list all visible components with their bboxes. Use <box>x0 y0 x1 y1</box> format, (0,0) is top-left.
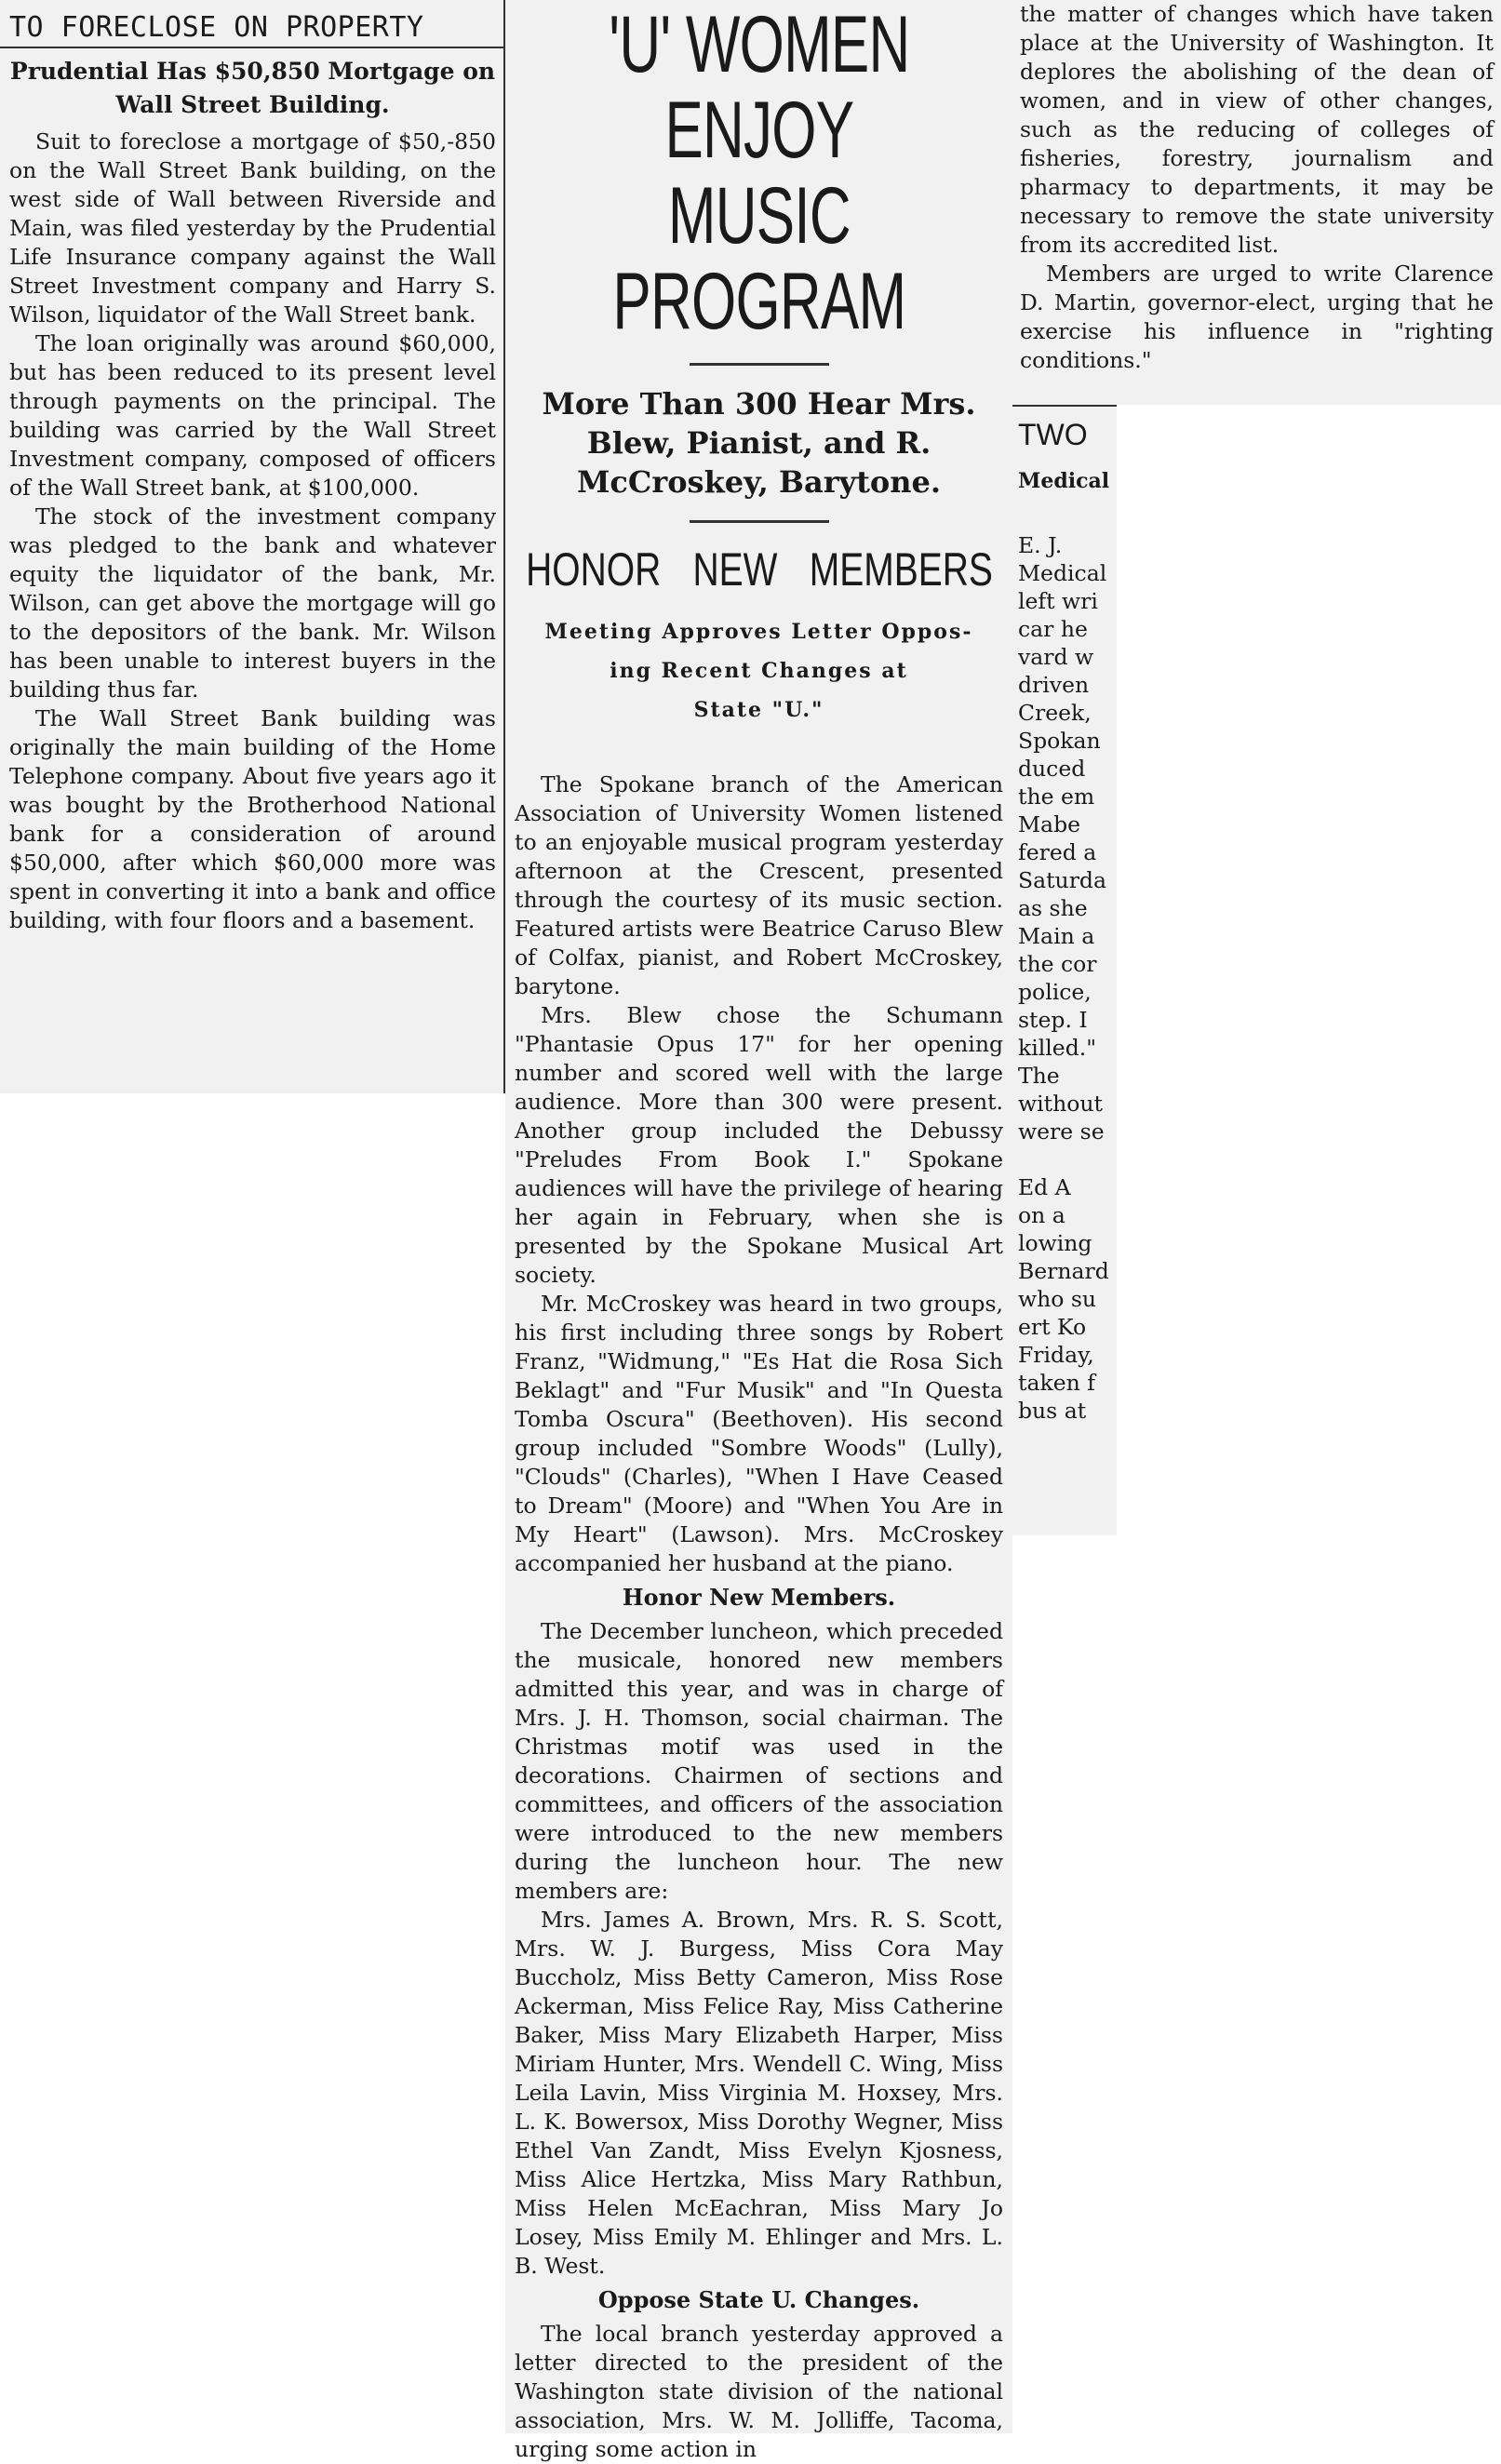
paragraph: The stock of the investment company was pledged to the bank and whatever equity the liquidator of the bank, Mr. Wilson, can get above the mortgage will go to the depositors of the bank. Mr. Wilson has been unable to interest buyers in the building thus far. <box>9 503 496 703</box>
fragment-line: who su <box>1018 1286 1097 1312</box>
fragment-headline: TWO <box>1018 418 1088 451</box>
fragment-line: as she <box>1018 895 1088 921</box>
fragment-line: lowing <box>1018 1230 1092 1256</box>
paragraph: The Spokane branch of the American Association of University Women listened to an enjoyable musical program yesterday afternoon at the Crescent, presented through the courtesy of its music section. Featured artists were Beatrice Caruso Blew of Colfax, pianist, and Robert McCroskey, barytone. <box>515 771 1003 999</box>
fragment-line: step. I <box>1018 1007 1088 1033</box>
paragraph: Mr. McCroskey was heard in two groups, his first including three songs by Robert Franz, "Widmung," "Es Hat die Rosa Sich Beklagt" and "Fur Musik" and "In Questa Tomba Oscura" (Beethoven). His second group included "Sombre Woods" (Lully), "Clouds" (Charles), "When I Have Ceased to Dream" (Moore) and "When You Are in My Heart" (Lawson). Mrs. McCroskey accompanied her husband at the piano. <box>515 1291 1003 1576</box>
fragment-line: driven <box>1018 672 1090 698</box>
fragment-line: Medical <box>1018 560 1107 586</box>
headline-u-women: 'U' WOMEN ENJOY MUSIC PROGRAM <box>608 0 910 346</box>
fragment-line: on a <box>1018 1202 1065 1228</box>
deck-foreclose: Prudential Has $50,850 Mortgage on Wall Street Building. <box>9 58 496 118</box>
fragment-line: Main a <box>1018 923 1095 949</box>
fragment-line: Spokan <box>1018 728 1101 754</box>
fragment-line: vard w <box>1018 644 1094 670</box>
fragment-line: Ed A <box>1018 1174 1071 1200</box>
fragment-deck: Medical <box>1018 469 1110 493</box>
fragment-lines <box>1018 531 1117 1425</box>
fragment-line: taken f <box>1018 1370 1095 1396</box>
paragraph: The local branch yesterday approved a letter directed to the president of the Washington state division of the national association, Mrs. W. M. Jolliffe, Tacoma, urging some action in <box>515 2321 1003 2462</box>
article-fragment <box>1012 405 1117 1535</box>
paragraph: the matter of changes which have taken place at the University of Washington. It deplores the abolishing of the dean of women, and in view of other changes, such as the reducing of colleges of fisheries, forestry, journalism and pharmacy to departments, it may be necessary to remove the state university from its accredited list. <box>1020 1 1494 258</box>
article-u-women <box>505 0 1012 2462</box>
fragment-line: the cor <box>1018 951 1097 977</box>
fragment-line: Mabe <box>1018 811 1081 837</box>
fragment-line: Saturda <box>1018 867 1106 893</box>
paragraph: Mrs. James A. Brown, Mrs. R. S. Scott, Mrs. W. J. Burgess, Miss Cora May Buccholz, Miss Betty Cameron, Miss Rose Ackerman, Miss Felice Ray, Miss Catherine Baker, Miss Mary Elizabeth Harper, Miss Miriam Hunter, Mrs. Wendell C. Wing, Miss Leila Lavin, Miss Virginia M. Hoxsey, Mrs. L. K. Bowersox, Miss Dorothy Wegner, Miss Ethel Van Zandt, Miss Evelyn Kjosness, Miss Alice Hertzka, Miss Mary Rathbun, Miss Helen McEachran, Miss Mary Jo Losey, Miss Emily M. Ehlinger and Mrs. L. B. West. <box>515 1907 1003 2279</box>
subhead-honor-new-members: Honor New Members. <box>622 1584 896 1611</box>
fragment-line: bus at <box>1018 1398 1087 1424</box>
article-body <box>515 770 1003 2464</box>
fragment-line: ert Ko <box>1018 1314 1087 1340</box>
paragraph: The Wall Street Bank building was originally the main building of the Home Telephone company. About five years ago it was bought by the Brotherhood National bank for a consideration of around $50,000, after which $60,000 more was spent in converting it into a bank and office building, with four floors and a basement. <box>9 705 496 933</box>
fragment-line: the em <box>1018 783 1095 810</box>
article-foreclose <box>0 0 505 1093</box>
subhead-oppose-changes: Oppose State U. Changes. <box>597 2286 920 2313</box>
fragment-line: without <box>1018 1091 1103 1117</box>
deck-honor-new-members: Meeting Approves Letter Oppos- ing Recent Changes at State "U." <box>544 620 973 722</box>
paragraph: Suit to foreclose a mortgage of $50,-850 on the Wall Street Bank building, on the west side of Wall between Riverside and Main, was filed yesterday by the Prudential Life Insurance company against the Wall Street Investment company and Harry S. Wilson, liquidator of the Wall Street bank. <box>9 128 496 328</box>
deck-u-women: More Than 300 Hear Mrs. Blew, Pianist, and R. McCroskey, Barytone. <box>542 386 976 500</box>
divider <box>1012 405 1117 407</box>
fragment-line: The <box>1018 1063 1060 1089</box>
fragment-line: Friday, <box>1018 1342 1094 1368</box>
fragment-line: car he <box>1018 616 1088 642</box>
paragraph: Members are urged to write Clarence D. Martin, governor-elect, urging that he exercise his influence in "righting conditions." <box>1020 261 1494 373</box>
fragment-line: duced <box>1018 756 1086 782</box>
paragraph: The December luncheon, which preceded the musicale, honored new members admitted this year, and was in charge of Mrs. J. H. Thomson, social chairman. The Christmas motif was used in the decorations. Chairmen of sections and committees, and officers of the association were introduced to the new members during the luncheon hour. The new members are: <box>515 1618 1003 1904</box>
article-continuation <box>1012 0 1501 405</box>
fragment-line: left wri <box>1018 588 1098 614</box>
fragment-line: were se <box>1018 1118 1105 1145</box>
fragment-line: police, <box>1018 979 1092 1005</box>
paragraph: The loan originally was around $60,000, but has been reduced to its present level through payments on the principal. The building was carried by the Wall Street Investment company, composed of officers of the Wall Street bank, at $100,000. <box>9 330 496 501</box>
divider <box>0 47 505 48</box>
headline-foreclose: TO FORECLOSE ON PROPERTY <box>9 11 424 44</box>
headline-honor-new-members: HONOR NEW MEMBERS <box>525 543 993 596</box>
fragment-line <box>1018 1145 1117 1173</box>
fragment-line: killed." <box>1018 1035 1097 1061</box>
fragment-line: Bernard <box>1018 1258 1109 1284</box>
fragment-line: Creek, <box>1018 700 1092 726</box>
divider <box>690 520 829 523</box>
paragraph: Mrs. Blew chose the Schumann "Phantasie Opus 17" for her opening number and scored well with the large audience. More than 300 were present. Another group included the Debussy "Preludes From Book I." Spokane audiences will have the privilege of hearing her again in February, when she is presented by the Spokane Musical Art society. <box>515 1002 1003 1288</box>
divider <box>690 363 829 366</box>
fragment-line: fered a <box>1018 839 1097 865</box>
fragment-line: E. J. <box>1018 532 1063 558</box>
